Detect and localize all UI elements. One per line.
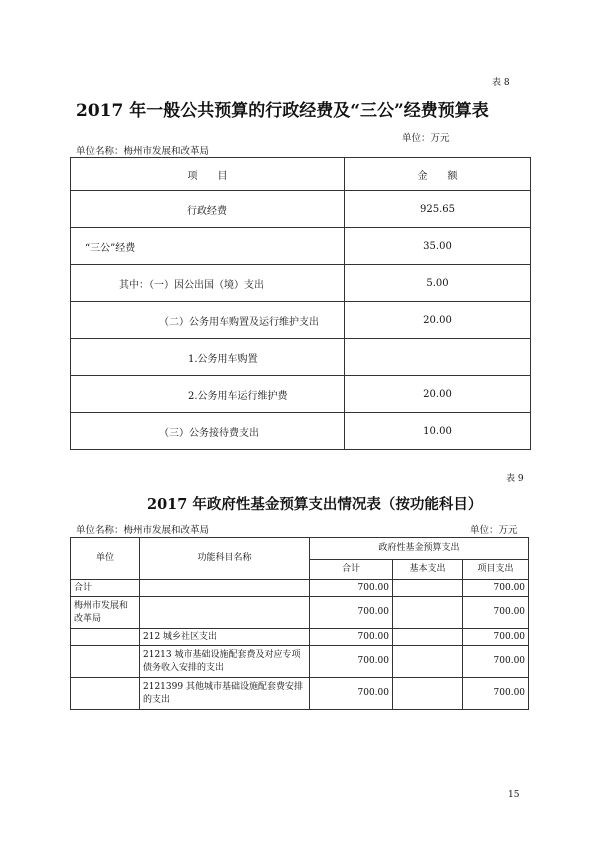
table-row [71,302,531,339]
table9-total-cell: 700.00 [310,597,393,629]
table-row [71,228,531,265]
table9-header-basic: 基本支出 [393,560,463,580]
table8-value [345,339,531,376]
table9-project-cell: 700.00 [463,629,529,646]
table9-func-cell: 2121399 其他城市基础设施配套费安排的支出 [140,678,310,710]
table-row [71,646,529,678]
table8-label: 其中：（一）因公出国（境）支出 [71,265,345,302]
table9-unit-cell: 梅州市发展和改革局 [71,597,140,629]
table9-total-cell: 700.00 [310,678,393,710]
table9-header-unit: 单位 [71,538,140,580]
page-number: 15 [508,790,520,800]
table8-value: 20.00 [345,376,531,413]
table-row [71,265,531,302]
table9 [70,537,529,710]
table9-unit-cell: 合计 [71,580,140,597]
table9-basic-cell [393,580,463,597]
table9-total-cell: 700.00 [310,646,393,678]
table-row [71,597,529,629]
table8-unit: 单位：万元 [402,133,450,144]
table8-label: （二）公务用车购置及运行维护支出 [71,302,345,339]
table-row [71,413,531,450]
table9-unit-cell [71,678,140,710]
table9-total-cell: 700.00 [310,580,393,597]
table9-basic-cell [393,678,463,710]
table8-title: 2017 年一般公共预算的行政经费及“三公”经费预算表 [76,101,489,121]
table8-value: 10.00 [345,413,531,450]
table8-value: 20.00 [345,302,531,339]
table9-project-cell: 700.00 [463,597,529,629]
table9-func-cell [140,580,310,597]
table-row [71,580,529,597]
table9-tag: 表 9 [506,474,524,484]
table8-label: 1.公务用车购置 [71,339,345,376]
table8-label: 2.公务用车运行维护费 [71,376,345,413]
table9-dept: 单位名称：梅州市发展和改革局 [76,525,210,536]
table9-header-func: 功能科目名称 [140,538,310,580]
table-row [71,678,529,710]
table9-project-cell: 700.00 [463,678,529,710]
table9-project-cell: 700.00 [463,646,529,678]
table8-label: “三公”经费 [71,228,345,265]
table8-header-item: 项 目 [71,158,345,191]
table-row [71,376,531,413]
table-row [71,191,531,228]
table8-value: 5.00 [345,265,531,302]
table9-unit: 单位：万元 [470,525,518,536]
table8-label: （三）公务接待费支出 [71,413,345,450]
table8-value: 35.00 [345,228,531,265]
table8-tag: 表 8 [492,78,510,88]
table9-header-fund-group: 政府性基金预算支出 [310,538,529,560]
table9-header-total: 合计 [310,560,393,580]
table9-header-project: 项目支出 [463,560,529,580]
table9-basic-cell [393,629,463,646]
table9-func-cell [140,597,310,629]
table-row [71,339,531,376]
table8-header-amount: 金 额 [345,158,531,191]
table-row [71,629,529,646]
table9-unit-cell [71,646,140,678]
table8 [70,157,531,450]
table8-value: 925.65 [345,191,531,228]
table9-func-cell: 212 城乡社区支出 [140,629,310,646]
table8-dept: 单位名称：梅州市发展和改革局 [76,146,210,157]
table9-unit-cell [71,629,140,646]
table9-header-row [71,538,529,560]
table9-title: 2017 年政府性基金预算支出情况表（按功能科目） [147,496,483,513]
table8-label: 行政经费 [71,191,345,228]
table9-func-cell: 21213 城市基础设施配套费及对应专项债务收入安排的支出 [140,646,310,678]
table9-basic-cell [393,646,463,678]
table9-basic-cell [393,597,463,629]
table9-total-cell: 700.00 [310,629,393,646]
table9-project-cell: 700.00 [463,580,529,597]
table8-header-row [71,158,531,191]
